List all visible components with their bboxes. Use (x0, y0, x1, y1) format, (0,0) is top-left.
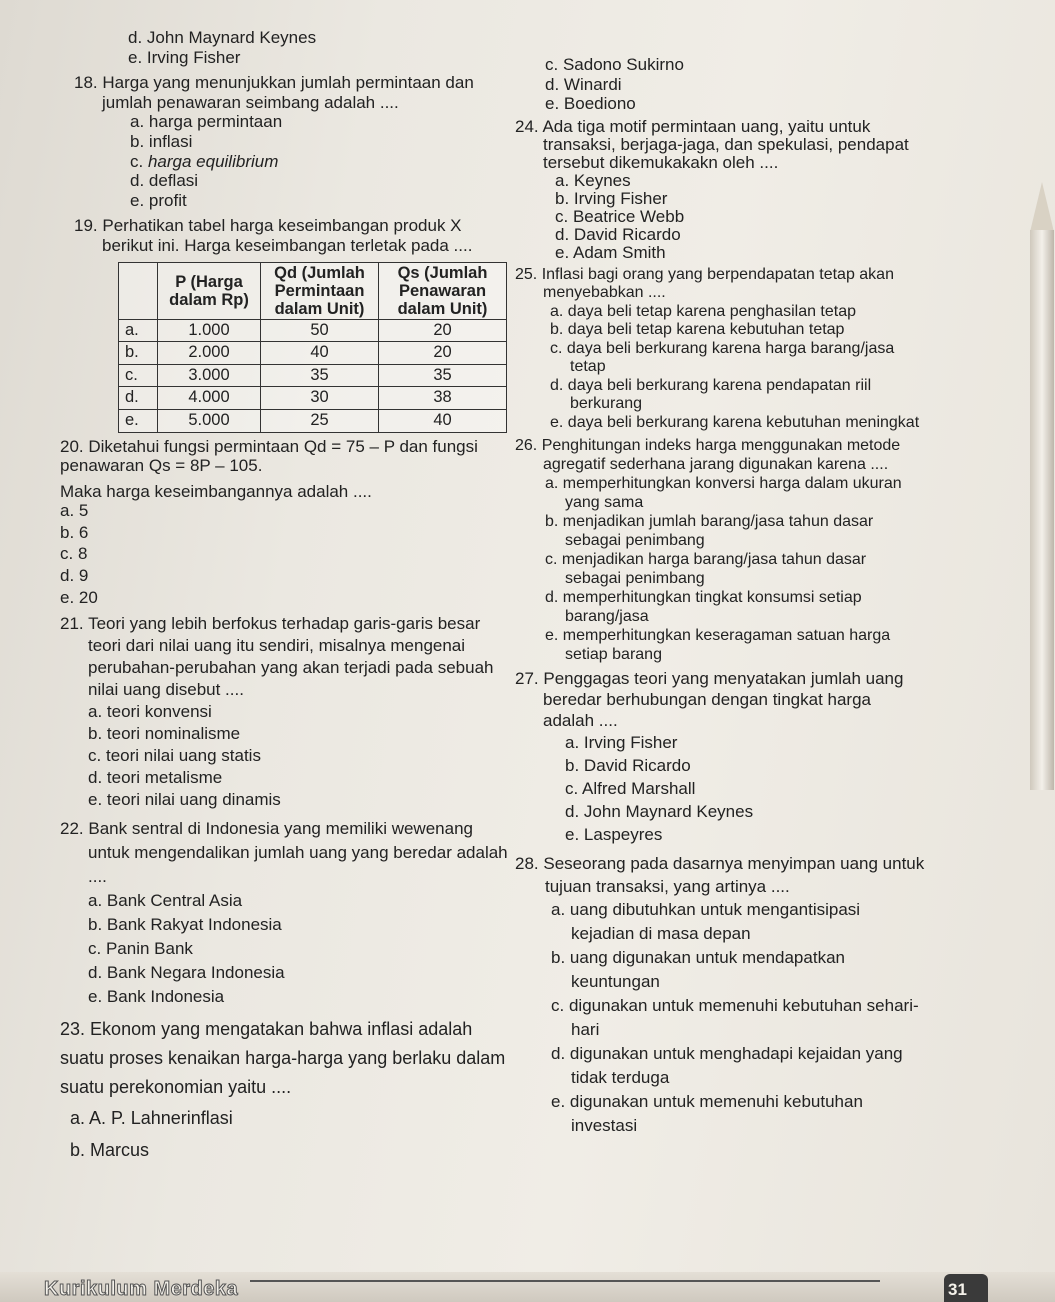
option[interactable]: c. teori nilai uang statis (88, 746, 261, 766)
table-cell: 20 (379, 342, 507, 365)
question-stem: 24. Ada tiga motif permintaan uang, yaitu untuk transaksi, berjaga-jaga, dan spekulasi, pendapat tersebut dikemukakakn oleh .... (515, 116, 909, 172)
table-header: P (Harga dalam Rp) (158, 262, 261, 319)
table-header-row (119, 262, 507, 319)
table-cell: 1.000 (158, 319, 261, 342)
option[interactable]: b. Irving Fisher (555, 188, 668, 208)
table-row[interactable] (119, 319, 507, 342)
table-header: Qs (Jumlah Penawaran dalam Unit) (379, 262, 507, 319)
footer-divider (250, 1280, 880, 1282)
pencil-icon (1030, 182, 1054, 232)
option[interactable]: a. daya beli tetap karena penghasilan tetap (550, 302, 857, 320)
option[interactable]: c. Alfred Marshall (565, 779, 696, 799)
equilibrium-table (118, 262, 507, 433)
table-row[interactable] (119, 364, 507, 387)
table-cell: e. (119, 409, 158, 432)
option[interactable]: a. uang dibutuhkan untuk mengantisipasi kejadian di masa depan (551, 900, 861, 944)
page-footer (0, 1272, 1055, 1302)
option[interactable]: c. Panin Bank (88, 939, 193, 959)
question-stem: 21. Teori yang lebih berfokus terhadap garis-garis besar teori dari nilai uang itu sendiri, misalnya mengenai perubahan-perubahan yang akan terjadi pada sebuah nilai uang disebut .... (60, 614, 494, 700)
table-cell: 40 (261, 342, 379, 365)
option[interactable]: b. menjadikan jumlah barang/jasa tahun dasar sebagai penimbang (545, 513, 874, 550)
table-cell: 5.000 (158, 409, 261, 432)
question-21 (60, 613, 515, 811)
option[interactable]: d. John Maynard Keynes (128, 28, 317, 47)
prev-options-left (60, 28, 515, 67)
option[interactable]: d. daya beli berkurang karena pendapatan riil berkurang (550, 376, 872, 413)
question-19 (60, 216, 515, 432)
table-cell: a. (119, 319, 158, 342)
option[interactable]: c. Beatrice Webb (555, 206, 685, 226)
question-stem: 18. Harga yang menunjukkan jumlah permintaan dan jumlah penawaran seimbang adalah .... (74, 73, 474, 112)
left-column (60, 28, 515, 1165)
question-stem-2: Maka harga keseimbangannya adalah .... (60, 481, 372, 501)
table-cell: c. (119, 364, 158, 387)
question-24 (515, 118, 925, 262)
option[interactable]: b. Bank Rakyat Indonesia (88, 915, 282, 935)
option[interactable]: d. digunakan untuk menghadapi kejaidan yang tidak terduga (551, 1044, 903, 1088)
question-25 (515, 266, 925, 433)
option[interactable]: a. A. P. Lahnerinflasi (70, 1108, 233, 1129)
option[interactable]: e. Boediono (545, 94, 636, 114)
question-18 (60, 73, 515, 210)
table-header (119, 262, 158, 319)
question-stem: 28. Seseorang pada dasarnya menyimpan uang untuk tujuan transaksi, yang artinya .... (515, 854, 925, 897)
question-stem: 26. Penghitungan indeks harga menggunakan metode agregatif sederhana jarang digunakan karena .... (515, 437, 901, 474)
option[interactable]: e. profit (130, 190, 187, 210)
question-27 (515, 668, 925, 846)
table-cell: 3.000 (158, 364, 261, 387)
option[interactable]: a. Keynes (555, 170, 631, 190)
table-header: Qd (Jumlah Permintaan dalam Unit) (261, 262, 379, 319)
page-number: 31 (948, 1280, 967, 1299)
option[interactable]: d. Winardi (545, 74, 622, 94)
option[interactable]: e. Adam Smith (555, 242, 666, 262)
option[interactable]: d. 9 (60, 566, 89, 586)
option[interactable]: b. Marcus (70, 1140, 150, 1161)
table-cell: 30 (261, 387, 379, 410)
option[interactable]: c. digunakan untuk memenuhi kebutuhan sehari-hari (551, 996, 919, 1040)
table-cell: 35 (261, 364, 379, 387)
prev-options-right (515, 55, 925, 114)
option[interactable]: d. memperhitungkan tingkat konsumsi setiap barang/jasa (545, 589, 862, 626)
option[interactable]: b. daya beli tetap karena kebutuhan tetap (550, 321, 845, 339)
question-stem: 19. Perhatikan tabel harga keseimbangan produk X berikut ini. Harga keseimbangan terletak pada .... (74, 216, 473, 255)
question-20 (60, 437, 515, 608)
question-stem: 20. Diketahui fungsi permintaan Qd = 75 – P dan fungsi penawaran Qs = 8P – 105. (60, 436, 478, 476)
option[interactable]: d. Bank Negara Indonesia (88, 963, 285, 983)
table-cell: 35 (379, 364, 507, 387)
table-cell: 4.000 (158, 387, 261, 410)
option[interactable]: a. Irving Fisher (565, 733, 678, 753)
option[interactable]: a. memperhitungkan konversi harga dalam ukuran yang sama (545, 475, 902, 512)
table-cell: 50 (261, 319, 379, 342)
option[interactable]: d. David Ricardo (555, 224, 681, 244)
option[interactable]: b. uang digunakan untuk mendapatkan keuntungan (551, 948, 845, 992)
option[interactable]: e. Irving Fisher (128, 47, 241, 67)
question-stem: 25. Inflasi bagi orang yang berpendapatan tetap akan menyebabkan .... (515, 265, 894, 302)
option[interactable]: d. teori metalisme (88, 768, 223, 788)
right-column (515, 55, 925, 1138)
option[interactable]: c. daya beli berkurang karena harga barang/jasa tetap (550, 339, 895, 376)
option[interactable]: d. John Maynard Keynes (565, 802, 754, 822)
option[interactable]: b. 6 (60, 522, 89, 542)
curriculum-brand: Kurikulum Merdeka (44, 1278, 239, 1300)
option[interactable]: e. teori nilai uang dinamis (88, 790, 281, 810)
table-cell: 25 (261, 409, 379, 432)
option[interactable]: e. Laspeyres (565, 825, 663, 845)
question-stem: 22. Bank sentral di Indonesia yang memiliki wewenang untuk mengendalikan jumlah uang yang beredar adalah .... (60, 819, 508, 887)
table-cell: 38 (379, 387, 507, 410)
option[interactable]: c. Sadono Sukirno (545, 55, 684, 74)
table-row[interactable] (119, 387, 507, 410)
option[interactable]: c. 8 (60, 544, 88, 564)
option[interactable]: a. harga permintaan (130, 112, 283, 132)
question-28 (515, 852, 925, 1138)
option[interactable]: e. digunakan untuk memenuhi kebutuhan investasi (551, 1092, 863, 1136)
option[interactable]: e. daya beli berkurang karena kebutuhan meningkat (550, 413, 920, 431)
table-cell: d. (119, 387, 158, 410)
table-row[interactable] (119, 409, 507, 432)
table-cell: b. (119, 342, 158, 365)
question-stem: 23. Ekonom yang mengatakan bahwa inflasi adalah suatu proses kenaikan harga-harga yang berlaku dalam suatu perekonomian yaitu .... (60, 1019, 506, 1098)
option[interactable]: e. 20 (60, 587, 98, 607)
question-26 (515, 436, 925, 664)
question-22 (60, 817, 515, 1009)
question-23 (60, 1015, 515, 1165)
option[interactable]: b. inflasi (130, 131, 193, 151)
option[interactable]: b. David Ricardo (565, 756, 691, 776)
option[interactable]: c. menjadikan harga barang/jasa tahun dasar sebagai penimbang (545, 551, 867, 588)
option[interactable]: a. 5 (60, 501, 89, 521)
option[interactable]: c. harga equilibrium (130, 151, 279, 171)
option[interactable]: e. memperhitungkan keseragaman satuan harga setiap barang (545, 627, 891, 664)
option[interactable]: b. teori nominalisme (88, 724, 241, 744)
option[interactable]: a. teori konvensi (88, 702, 212, 722)
option[interactable]: e. Bank Indonesia (88, 987, 225, 1007)
table-cell: 2.000 (158, 342, 261, 365)
option[interactable]: d. deflasi (130, 171, 199, 191)
option[interactable]: a. Bank Central Asia (88, 891, 243, 911)
question-stem: 27. Penggagas teori yang menyatakan jumlah uang beredar berhubungan dengan tingkat harga adalah .... (515, 669, 904, 731)
table-cell: 40 (379, 409, 507, 432)
pencil-body (1030, 230, 1054, 790)
table-cell: 20 (379, 319, 507, 342)
table-row[interactable] (119, 342, 507, 365)
